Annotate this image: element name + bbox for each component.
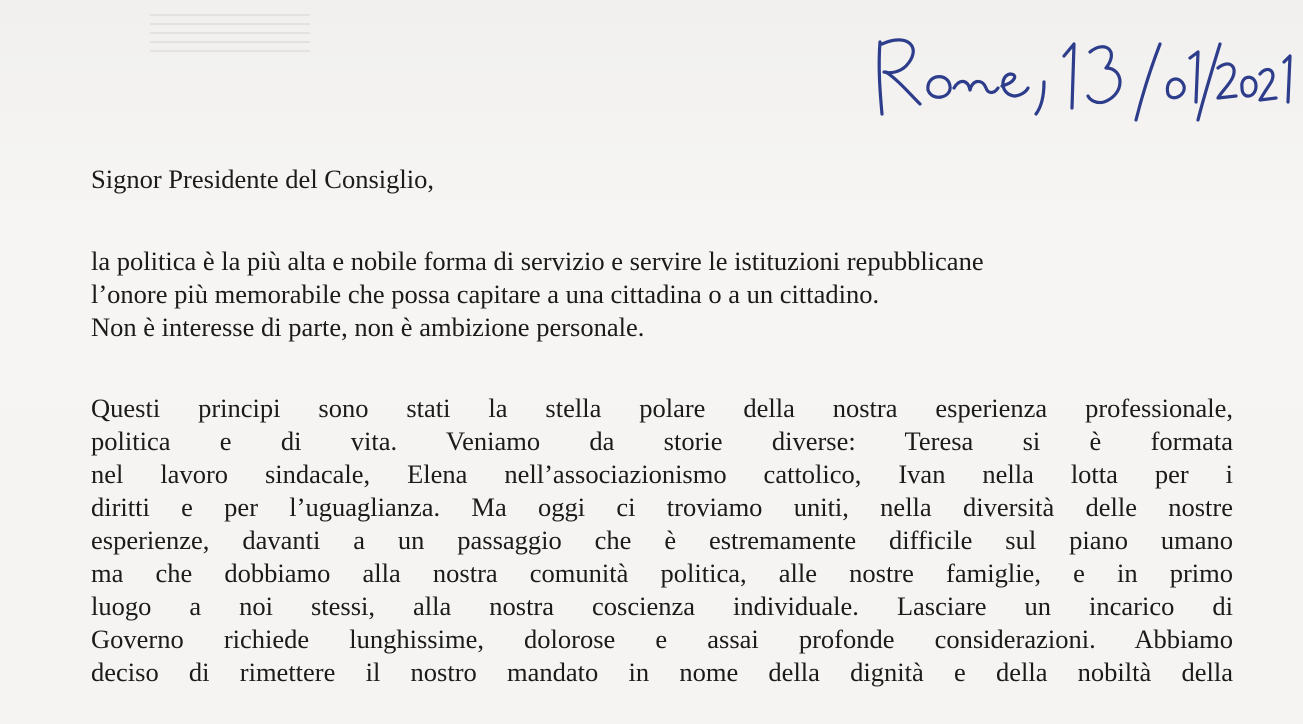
paragraph-1-line: la politica è la più alta e nobile forma di servizio e servire le istituzioni repubblicane <box>91 246 984 276</box>
paragraph-2-line: politica e di vita. Veniamo da storie diverse: Teresa si è formata <box>91 426 1233 456</box>
paragraph-2-line: Governo richiede lunghissime, dolorose e assai profonde considerazioni. Abbiamo <box>91 624 1233 654</box>
paragraph-2-line: luogo a noi stessi, alla nostra coscienza individuale. Lasciare un incarico di <box>91 591 1233 621</box>
paragraph-2-line: deciso di rimettere il nostro mandato in nome della dignità e della nobiltà della <box>91 657 1233 687</box>
paragraph-2-line: diritti e per l’uguaglianza. Ma oggi ci troviamo uniti, nella diversità delle nostre <box>91 492 1233 522</box>
faint-letterhead-shadow <box>150 8 310 52</box>
handwritten-dateline <box>868 22 1300 126</box>
paragraph-2 <box>91 392 1233 689</box>
paragraph-2-line: esperienze, davanti a un passaggio che è estremamente difficile sul piano umano <box>91 525 1233 555</box>
salutation: Signor Presidente del Consiglio, <box>91 164 435 194</box>
paragraph-1 <box>91 245 1271 344</box>
paragraph-1-line: Non è interesse di parte, non è ambizione personale. <box>91 312 645 342</box>
paragraph-2-line: ma che dobbiamo alla nostra comunità politica, alle nostre famiglie, e in primo <box>91 558 1233 588</box>
handwritten-dateline-drawing <box>868 22 1300 126</box>
paragraph-1-line: l’onore più memorabile che possa capitare a una cittadina o a un cittadino. <box>91 279 880 309</box>
paragraph-2-line: Questi principi sono stati la stella polare della nostra esperienza professionale, <box>91 393 1233 423</box>
paragraph-2-line: nel lavoro sindacale, Elena nell’associazionismo cattolico, Ivan nella lotta per i <box>91 459 1233 489</box>
